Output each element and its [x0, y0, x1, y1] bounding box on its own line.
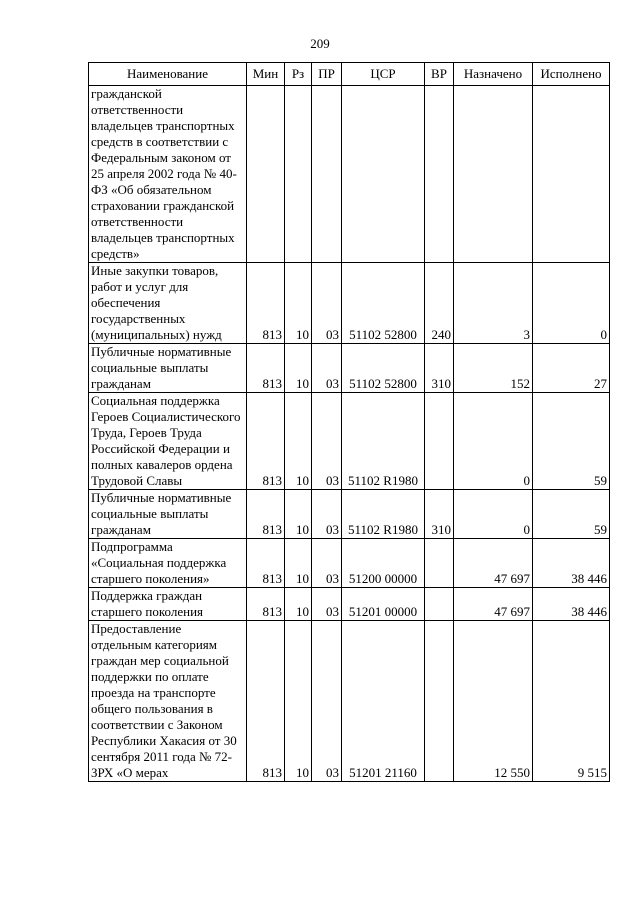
cell-assigned [454, 86, 533, 263]
cell-pr [312, 86, 342, 263]
cell-rz: 10 [285, 539, 312, 588]
cell-rz: 10 [285, 263, 312, 344]
table-row [89, 621, 610, 782]
cell-vr [425, 393, 454, 490]
cell-csr: 51102 R1980 [342, 490, 425, 539]
cell-rz: 10 [285, 344, 312, 393]
cell-assigned: 47 697 [454, 588, 533, 621]
cell-name: Поддержка граждан старшего поколения [89, 588, 247, 621]
cell-name: гражданской ответственности владельцев транспортных средств в соответствии с Федеральным законом от 25 апреля 2002 года № 40-ФЗ «Об обязательном страховании гражданской ответственности владельцев транспортных средств» [89, 86, 247, 263]
cell-executed: 38 446 [533, 539, 610, 588]
table-row [89, 539, 610, 588]
cell-name: Публичные нормативные социальные выплаты гражданам [89, 490, 247, 539]
table-row [89, 393, 610, 490]
cell-csr: 51102 52800 [342, 263, 425, 344]
cell-assigned: 12 550 [454, 621, 533, 782]
table-row [89, 344, 610, 393]
cell-name: Публичные нормативные социальные выплаты гражданам [89, 344, 247, 393]
cell-rz: 10 [285, 490, 312, 539]
cell-pr: 03 [312, 539, 342, 588]
cell-executed: 27 [533, 344, 610, 393]
cell-executed [533, 86, 610, 263]
cell-csr: 51200 00000 [342, 539, 425, 588]
cell-name: Подпрограмма «Социальная поддержка старшего поколения» [89, 539, 247, 588]
cell-rz: 10 [285, 588, 312, 621]
table-row [89, 588, 610, 621]
header-executed: Исполнено [533, 63, 610, 86]
cell-csr: 51201 21160 [342, 621, 425, 782]
cell-assigned: 0 [454, 393, 533, 490]
cell-pr: 03 [312, 588, 342, 621]
cell-min [247, 86, 285, 263]
cell-min: 813 [247, 263, 285, 344]
header-pr: ПР [312, 63, 342, 86]
cell-vr [425, 588, 454, 621]
cell-pr: 03 [312, 621, 342, 782]
cell-csr: 51102 52800 [342, 344, 425, 393]
table-row [89, 490, 610, 539]
header-name: Наименование [89, 63, 247, 86]
cell-vr [425, 621, 454, 782]
cell-assigned: 0 [454, 490, 533, 539]
cell-executed: 9 515 [533, 621, 610, 782]
cell-name: Социальная поддержка Героев Социалистического Труда, Героев Труда Российской Федерации и полных кавалеров ордена Трудовой Славы [89, 393, 247, 490]
header-rz: Рз [285, 63, 312, 86]
cell-pr: 03 [312, 344, 342, 393]
cell-assigned: 152 [454, 344, 533, 393]
header-assigned: Назначено [454, 63, 533, 86]
cell-assigned: 47 697 [454, 539, 533, 588]
cell-rz: 10 [285, 621, 312, 782]
cell-name: Иные закупки товаров, работ и услуг для обеспечения государственных (муниципальных) нужд [89, 263, 247, 344]
cell-csr: 51201 00000 [342, 588, 425, 621]
cell-executed: 59 [533, 393, 610, 490]
cell-assigned: 3 [454, 263, 533, 344]
table-row [89, 263, 610, 344]
cell-pr: 03 [312, 393, 342, 490]
header-vr: ВР [425, 63, 454, 86]
budget-table [88, 62, 610, 782]
cell-min: 813 [247, 621, 285, 782]
table-row [89, 86, 610, 263]
cell-min: 813 [247, 588, 285, 621]
cell-csr [342, 86, 425, 263]
cell-rz: 10 [285, 393, 312, 490]
header-min: Мин [247, 63, 285, 86]
cell-min: 813 [247, 539, 285, 588]
cell-vr: 310 [425, 490, 454, 539]
cell-min: 813 [247, 393, 285, 490]
cell-executed: 59 [533, 490, 610, 539]
cell-csr: 51102 R1980 [342, 393, 425, 490]
cell-vr [425, 539, 454, 588]
cell-min: 813 [247, 344, 285, 393]
cell-name: Предоставление отдельным категориям граждан мер социальной поддержки по оплате проезда на транспорте общего пользования в соответствии с Законом Республики Хакасия от 30 сентября 2011 года № 72-ЗРХ «О мерах [89, 621, 247, 782]
cell-executed: 0 [533, 263, 610, 344]
cell-vr [425, 86, 454, 263]
cell-pr: 03 [312, 263, 342, 344]
cell-min: 813 [247, 490, 285, 539]
cell-vr: 310 [425, 344, 454, 393]
cell-vr: 240 [425, 263, 454, 344]
cell-rz [285, 86, 312, 263]
header-csr: ЦСР [342, 63, 425, 86]
page-number: 209 [310, 36, 330, 51]
table-header-row [89, 63, 610, 86]
cell-pr: 03 [312, 490, 342, 539]
cell-executed: 38 446 [533, 588, 610, 621]
